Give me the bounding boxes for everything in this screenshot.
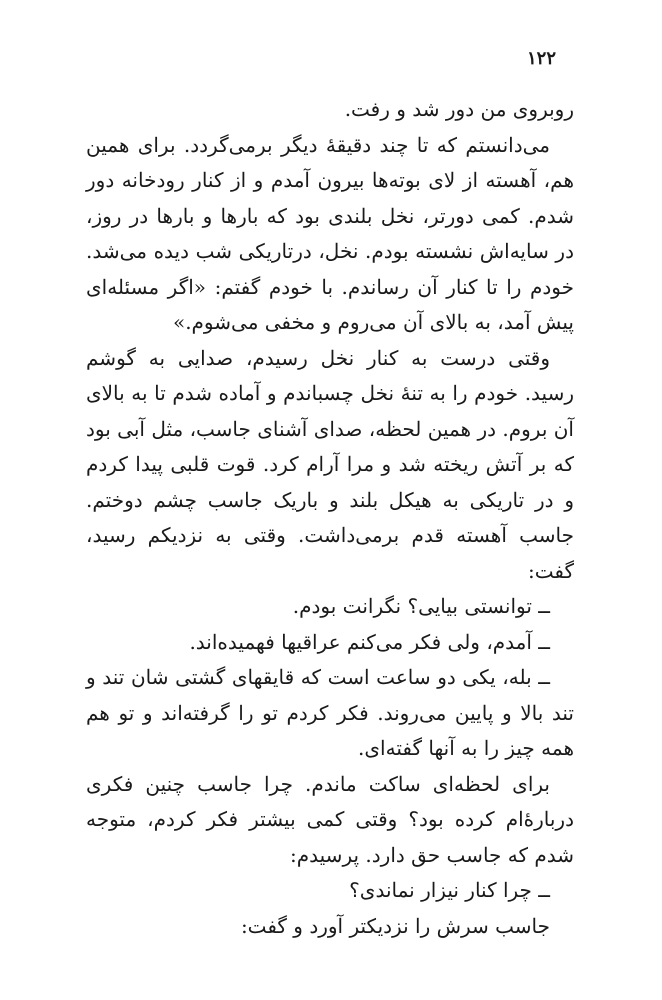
- page-number: ۱۲۲: [526, 48, 556, 69]
- paragraph-3: وقتی درست به کنار نخل رسیدم، صدایی به گوشم رسید. خودم را به تنهٔ نخل چسباندم و آماده شدم تا به بالای آن بروم. در همین لحظه، صدای آشنای جاسب، مثل آبی بود که بر آتش ریخته شد و مرا آرام کرد. قوت قلبی پیدا کردم و در تاریکی به هیکل بلند و باریک جاسب چشم دوختم. جاسب آهسته قدم برمی‌داشت. وقتی به نزدیکم رسید، گفت:: [86, 345, 574, 583]
- body-text: [86, 92, 574, 944]
- dialog-line-4: ــ چرا کنار نیزار نماندی؟: [349, 878, 550, 902]
- dialog-line-2: ــ آمدم، ولی فکر می‌کنم عراقیها فهمیده‌اند.: [189, 629, 550, 654]
- dialog-line-3: ــ بله، یکی دو ساعت است که قایقهای گشتی شان تند و تند بالا و پایین می‌روند. فکر کردم تو را گرفته‌اند و تو هم همه چیز را به آنها گفته‌ای.: [86, 665, 574, 760]
- paragraph-2: می‌دانستم که تا چند دقیقهٔ دیگر برمی‌گردد. برای همین هم، آهسته از لای بوته‌ها بیرون آمدم و از کنار رودخانه دور شدم. کمی دورتر، نخل بلندی بود که بارها و بارها در روز، در سایه‌اش نشسته بودم. نخل، درتاریکی شب دیده می‌شد. خودم را تا کنار آن رساندم. با خودم گفتم: «اگر مسئله‌ای پیش آمد، به بالای آن می‌روم و مخفی می‌شوم.»: [86, 132, 574, 334]
- dialog-line-1: ــ توانستی بیایی؟ نگرانت بودم.: [292, 594, 550, 618]
- paragraph-5: جاسب سرش را نزدیکتر آورد و گفت:: [240, 913, 550, 938]
- paragraph-1: روبروی من دور شد و رفت.: [344, 97, 574, 121]
- paragraph-4: برای لحظه‌ای ساکت ماندم. چرا جاسب چنین فکری دربارهٔ‌ام کرده بود؟ وقتی کمی بیشتر فکر کردم، متوجه شدم که جاسب حق دارد. پرسیدم:: [86, 771, 574, 867]
